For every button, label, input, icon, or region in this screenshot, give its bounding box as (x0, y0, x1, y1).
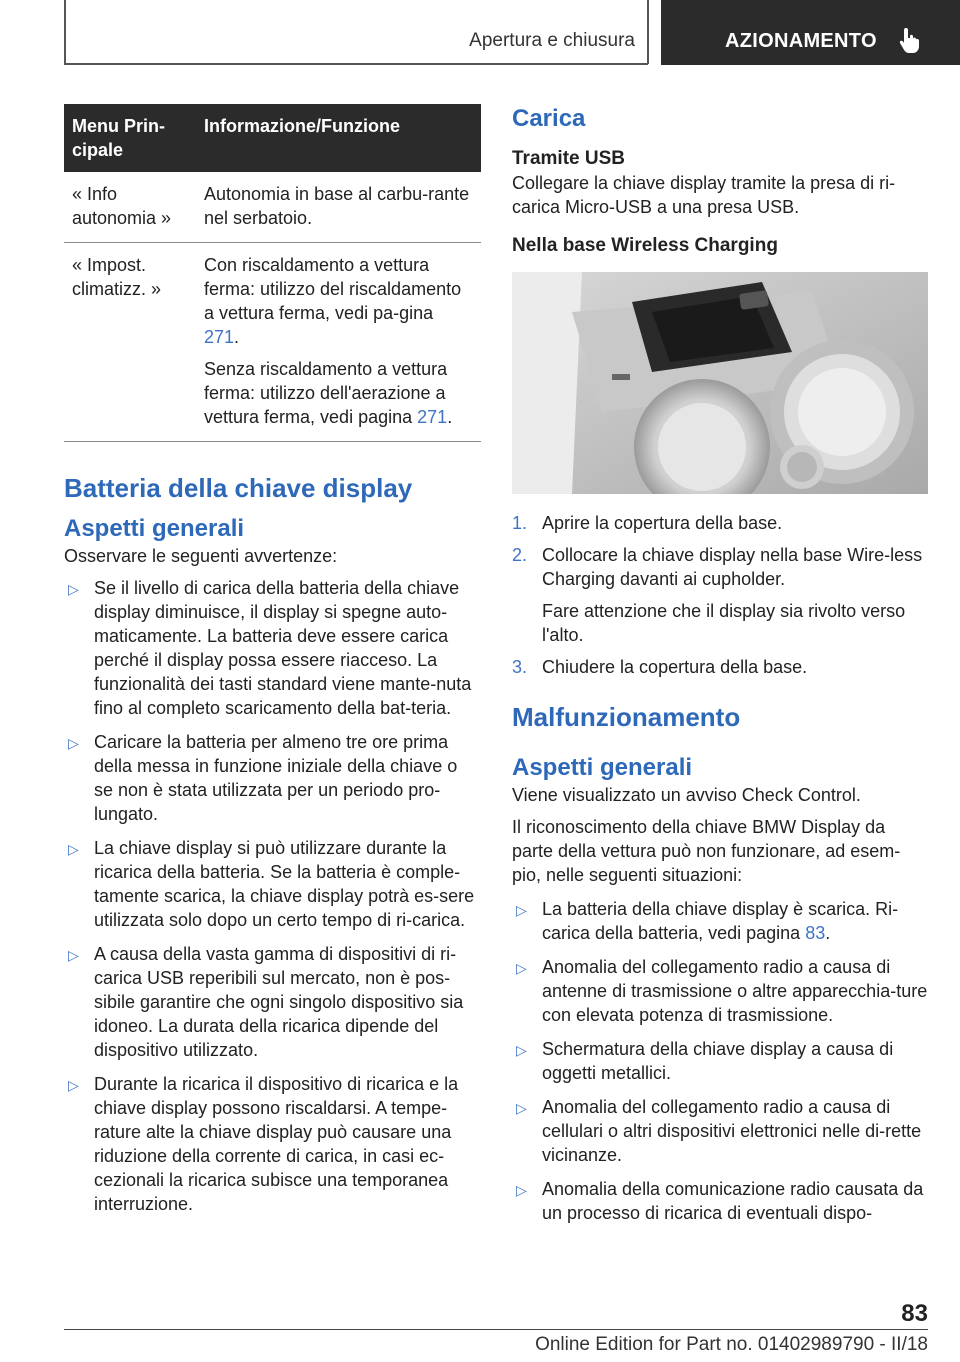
triangle-bullet-icon: ▷ (68, 841, 79, 857)
table-cell-menu: « Impost. climatizz. » (64, 243, 196, 442)
section-heading-battery: Batteria della chiave display (64, 473, 413, 503)
intro-text: Osservare le seguenti avvertenze: (64, 546, 338, 566)
malfunction-text-1: Viene visualizzato un avviso Check Control. (512, 785, 861, 805)
page-link-271[interactable]: 271 (204, 327, 235, 347)
triangle-bullet-icon: ▷ (516, 960, 527, 976)
footer-edition: Online Edition for Part no. 01402989790 - II/18 (535, 1334, 928, 1355)
table-row (64, 243, 481, 442)
list-item-text: A causa della vasta gamma di dispositivi di ri-carica USB reperibili sul mercato, non è pos-sibile garantire che ogni singolo dispositivo sia idoneo. La durata della ricarica dipende del dispositivo utilizzato. (94, 944, 464, 1060)
usb-text: Collegare la chiave display tramite la presa di ri-carica Micro-USB a una presa USB. (512, 173, 896, 217)
triangle-bullet-icon: ▷ (68, 735, 79, 751)
table-cell-text-part: Senza riscaldamento a vettura ferma: utilizzo dell'aerazione a vettura ferma, vedi pagina (204, 359, 448, 427)
subheading-general: Aspetti generali (64, 515, 245, 542)
list-item-text: Se il livello di carica della batteria della chiave display diminuisce, il display si spegne auto-maticamente. La batteria deve essere carica perché il display possa essere riacceso. La funzionalità dei tasti standard viene mante-nuta fino al completo scaricamento della bat-teria. (94, 578, 472, 718)
list-item (512, 1037, 928, 1085)
hand-pointer-icon (897, 26, 923, 54)
charging-steps-list (512, 511, 928, 679)
list-item-text: Anomalia del collegamento radio a causa di antenne di trasmissione o altre apparecchia-ture con elevata potenza di trasmissione. (542, 957, 928, 1025)
step-number: 2. (512, 545, 528, 565)
step-note: Fare attenzione che il display sia rivolto verso l'alto. (542, 601, 906, 645)
triangle-bullet-icon: ▷ (516, 1100, 527, 1116)
list-item (512, 1095, 928, 1167)
header-rule-left (64, 0, 66, 64)
table-header-row (64, 104, 481, 172)
header-chapter-tab (661, 0, 960, 65)
table-cell-info (196, 243, 481, 442)
table-cell-info (196, 172, 481, 243)
triangle-bullet-icon: ▷ (68, 581, 79, 597)
list-item (512, 1177, 928, 1225)
table-cell-text-part: Con riscaldamento a vettura ferma: utilizzo del riscaldamento a vettura ferma, vedi pa-gina (204, 255, 462, 323)
step-number: 3. (512, 657, 528, 677)
table-cell-menu: « Info autonomia » (64, 172, 196, 243)
list-item (512, 955, 928, 1027)
table-row (64, 172, 481, 243)
triangle-bullet-icon: ▷ (516, 1182, 527, 1198)
step-text: Aprire la copertura della base. (542, 513, 783, 533)
section-heading-malfunction: Malfunzionamento (512, 702, 741, 732)
left-column (64, 104, 481, 1226)
list-item (64, 942, 481, 1062)
list-item-text: Schermatura della chiave display a causa di oggetti metallici. (542, 1039, 894, 1083)
section-heading-carica: Carica (512, 105, 586, 132)
header-section-title: Apertura e chiusura (469, 30, 635, 51)
list-item (512, 655, 928, 679)
list-item (512, 511, 928, 535)
table-cell-text: Autonomia in base al carbu-rante nel serbatoio. (204, 184, 470, 228)
subheading-usb: Tramite USB (512, 148, 625, 169)
step-text: Chiudere la copertura della base. (542, 657, 808, 677)
step-number: 1. (512, 513, 528, 533)
triangle-bullet-icon: ▷ (516, 902, 527, 918)
list-item (64, 1072, 481, 1216)
footer-rule (64, 1329, 928, 1330)
table-cell-text: Senza riscaldamento a vettura ferma: utilizzo dell'aerazione a vettura ferma, vedi pagina 271. (204, 359, 453, 427)
triangle-bullet-icon: ▷ (516, 1042, 527, 1058)
wireless-charging-photo (512, 272, 928, 494)
right-column (512, 104, 928, 1235)
list-item: ▷ La batteria della chiave display è scarica. Ri-carica della batteria, vedi pagina 83. (516, 899, 899, 943)
page-number: 83 (901, 1300, 928, 1327)
malfunction-list (512, 897, 928, 1225)
list-item (64, 576, 481, 720)
list-item (512, 543, 928, 647)
page-link-83[interactable]: 83 (805, 923, 826, 943)
subheading-wireless: Nella base Wireless Charging (512, 235, 778, 256)
list-item-text: Anomalia della comunicazione radio causata da un processo di ricarica di eventuali dispo- (542, 1179, 924, 1223)
battery-notes-list (64, 576, 481, 1216)
menu-table (64, 104, 481, 442)
list-item-text: Durante la ricarica il dispositivo di ricarica e la chiave display possono riscaldarsi. A tempe-rature alte la chiave display può causare una riduzione della corrente di carica, in casi ec-cezionali la ricarica subisce una temporanea interruzione. (94, 1074, 459, 1214)
list-item (64, 730, 481, 826)
step-text: Collocare la chiave display nella base Wire-less Charging davanti ai cupholder. (542, 545, 923, 589)
list-item-text: Caricare la batteria per almeno tre ore prima della messa in funzione iniziale della chiave o se non è stata utilizzata per un periodo pro-lungato. (94, 732, 458, 824)
header-rule-bottom (64, 63, 648, 65)
header-rule-mid (647, 0, 649, 64)
subheading-general-malfunction: Aspetti generali (512, 754, 693, 781)
list-item (64, 836, 481, 932)
triangle-bullet-icon: ▷ (68, 1077, 79, 1093)
page-link-271[interactable]: 271 (417, 407, 448, 427)
list-item-text: La batteria della chiave display è scarica. Ri-carica della batteria, vedi pagina (542, 899, 899, 943)
table-header-info: Informazione/Funzione (196, 104, 481, 172)
table-cell-text: Con riscaldamento a vettura ferma: utilizzo del riscaldamento a vettura ferma, vedi pa-gina 271. (204, 255, 462, 347)
triangle-bullet-icon: ▷ (68, 947, 79, 963)
table-header-menu: Menu Prin-cipale (64, 104, 196, 172)
malfunction-text-2: Il riconoscimento della chiave BMW Display da parte della vettura può non funzionare, ad esem-pio, nelle seguenti situazioni: (512, 817, 901, 885)
list-item-text: Anomalia del collegamento radio a causa di cellulari o altri dispositivi elettronici nelle di-rette vicinanze. (542, 1097, 922, 1165)
header-chapter-label: AZIONAMENTO (725, 30, 877, 52)
list-item-text: La chiave display si può utilizzare durante la ricarica della batteria. Se la batteria è comple-tamente scarica, la chiave display potrà es-sere utilizzata solo dopo un certo tempo di ri-carica. (94, 838, 475, 930)
